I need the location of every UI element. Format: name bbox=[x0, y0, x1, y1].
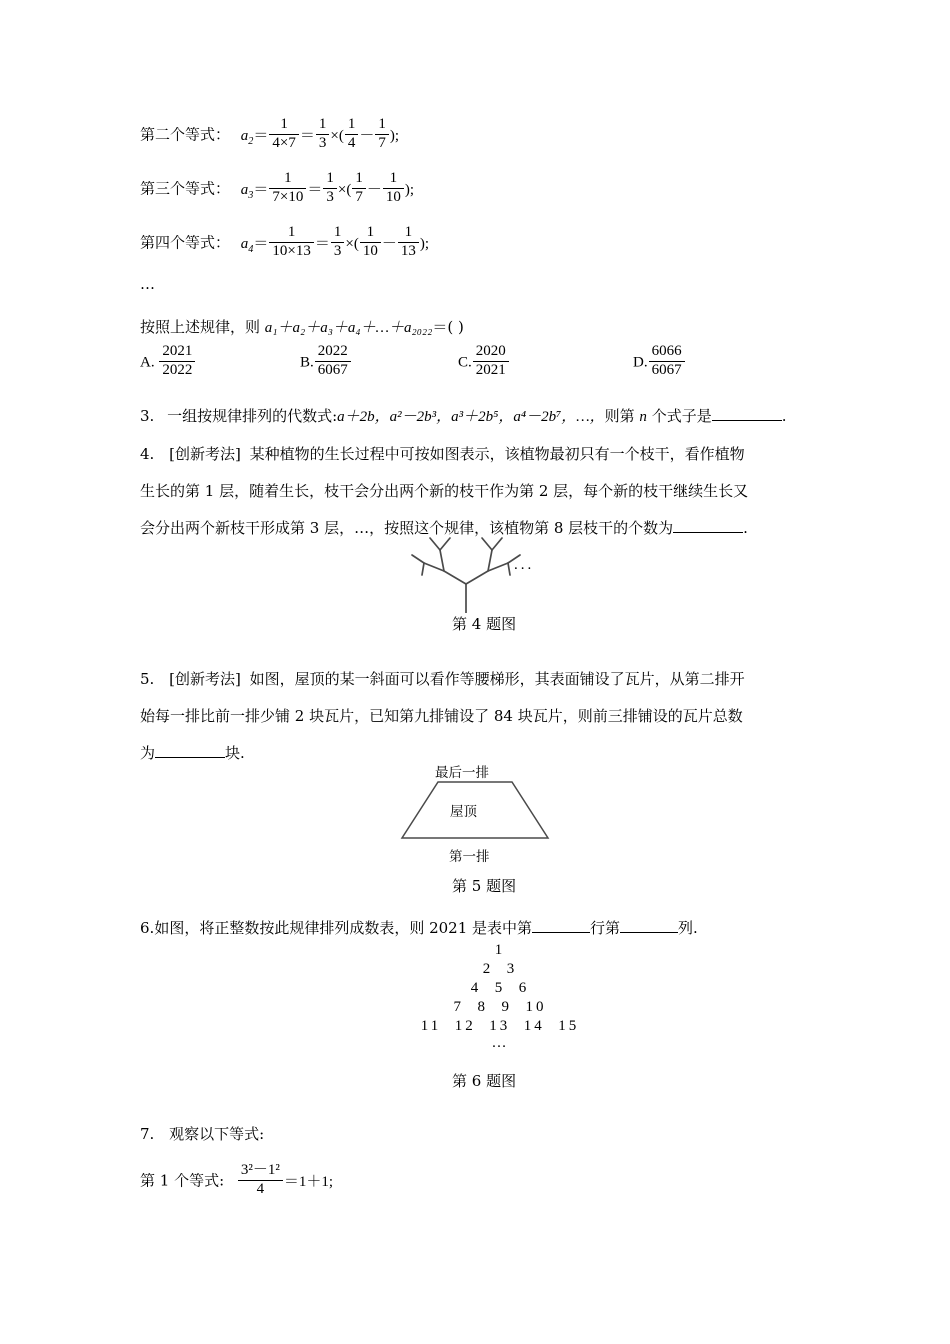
fraction-one-third: $\frac{1}{3}$ bbox=[323, 170, 337, 206]
option-a[interactable] bbox=[140, 345, 196, 381]
question6-row-blank[interactable] bbox=[532, 919, 590, 933]
question4-text-line1: 某种植物的生长过程中可按如图表示，该植物最初只有一个枝干，看作植物 bbox=[249, 445, 745, 463]
fraction-one-third: $\frac{1}{3}$ bbox=[331, 224, 345, 260]
rparen-semicolon: ); bbox=[419, 235, 430, 252]
question5-text-line3-post: 块. bbox=[225, 744, 245, 762]
option-d-fraction: $\frac{6066}{6067}$ bbox=[649, 343, 685, 379]
option-b[interactable] bbox=[300, 345, 352, 381]
question3-text-pre: 一组按规律排列的代数式: bbox=[167, 407, 338, 425]
question3-period: . bbox=[781, 407, 787, 425]
fraction-1-over-10x13: $\frac{1}{10\times 13}$ bbox=[269, 224, 313, 260]
branch-l3-a bbox=[424, 563, 444, 571]
term-a4: $a_4$ bbox=[240, 235, 254, 255]
question2-sum-terms: a₁＋a₂＋a₃＋a₄＋…＋a₂₀₂₂ bbox=[264, 320, 433, 336]
equation-label-2: 第二个等式： bbox=[140, 125, 231, 144]
question2-text-post: ＝( ) bbox=[432, 318, 464, 336]
question4-period: . bbox=[743, 519, 748, 537]
eq-sign: ＝ bbox=[253, 181, 269, 198]
branch-l3-d bbox=[488, 550, 492, 571]
equation-line-2 bbox=[140, 118, 399, 154]
question7-eq1-label: 第 1 个等式: bbox=[140, 1171, 225, 1190]
option-b-key: B. bbox=[300, 354, 314, 371]
question7-text: 观察以下等式: bbox=[169, 1125, 265, 1143]
minus-sign: － bbox=[381, 235, 397, 252]
times-sign: × bbox=[337, 181, 347, 198]
question4-number: 4. bbox=[140, 445, 155, 463]
fraction-1-over-10: $\frac{1}{10}$ bbox=[360, 224, 381, 260]
eq-sign: ＝ bbox=[253, 235, 269, 252]
equation-line-3 bbox=[140, 172, 414, 208]
question3-answer-blank[interactable] bbox=[712, 407, 782, 421]
question7-header bbox=[140, 1117, 264, 1151]
option-a-key: A. bbox=[140, 354, 155, 371]
branch-l2-left bbox=[444, 571, 466, 584]
question6-caption: 第 6 题图 bbox=[452, 1072, 517, 1090]
fraction-1-over-13: $\frac{1}{13}$ bbox=[398, 224, 419, 260]
question6-text-mid: 行第 bbox=[590, 919, 621, 937]
equation-line-4 bbox=[140, 226, 429, 262]
times-sign: × bbox=[345, 235, 354, 252]
option-a-fraction: $\frac{2021}{2022}$ bbox=[159, 343, 195, 379]
option-b-fraction: $\frac{2022}{6067}$ bbox=[315, 343, 351, 379]
question4-text-line3: 会分出两个新枝干形成第 3 层，…，按照这个规律，该植物第 8 层枝干的个数为 bbox=[140, 519, 674, 537]
option-c[interactable] bbox=[458, 345, 510, 381]
question5-line3 bbox=[140, 736, 245, 770]
fraction-one-third: $\frac{1}{3}$ bbox=[316, 116, 330, 152]
eq-sign: ＝ bbox=[253, 127, 269, 144]
option-d[interactable] bbox=[633, 345, 686, 381]
minus-sign: － bbox=[366, 181, 382, 198]
number-triangle-row-1: 1 bbox=[494, 942, 506, 958]
twig-b1 bbox=[430, 538, 440, 550]
term-a2: $a_2$ bbox=[240, 127, 254, 147]
option-c-key: C. bbox=[458, 354, 472, 371]
eq-sign-2: ＝ bbox=[299, 127, 315, 144]
question4-line1 bbox=[140, 437, 745, 471]
branch-l2-right bbox=[466, 571, 488, 584]
question6-col-blank[interactable] bbox=[620, 919, 678, 933]
eq-sign-2: ＝ bbox=[307, 181, 323, 198]
lparen: ( bbox=[338, 127, 344, 144]
question3-expressions: a＋2b，a²－2b³，a³＋2b⁵，a⁴－2b⁷，…， bbox=[337, 409, 605, 425]
rparen-semicolon: ); bbox=[404, 181, 415, 198]
question2-text-pre: 按照上述规律，则 bbox=[140, 318, 265, 336]
question5-answer-blank[interactable] bbox=[155, 744, 225, 758]
question5-text-line1: 如图，屋顶的某一斜面可以看作等腰梯形，其表面铺设了瓦片，从第二排开 bbox=[249, 670, 745, 688]
question5-tag: [创新考法] bbox=[169, 670, 241, 688]
question5-number: 5. bbox=[140, 670, 155, 688]
question6 bbox=[140, 911, 698, 945]
fraction-1-over-7x10: $\frac{1}{7\times 10}$ bbox=[269, 170, 306, 206]
question7-eq1-rhs: ＝1＋1; bbox=[283, 1173, 334, 1190]
question4-tag: [创新考法] bbox=[169, 445, 241, 463]
twig-a1 bbox=[412, 555, 424, 563]
twig-c2 bbox=[508, 563, 510, 575]
fraction-1-over-4: $\frac{1}{4}$ bbox=[345, 116, 359, 152]
question6-text-post: 列. bbox=[678, 919, 698, 937]
question7-eq1-fraction: $\frac{\text{3²－1²}}{4}$ bbox=[238, 1162, 283, 1198]
fraction-1-over-4x7: $\frac{1}{4\times 7}$ bbox=[269, 116, 298, 152]
question5-text-line3-pre: 为 bbox=[140, 744, 156, 762]
fraction-1-over-7: $\frac{1}{7}$ bbox=[352, 170, 366, 206]
lparen: ( bbox=[346, 181, 352, 198]
twig-b2 bbox=[440, 538, 450, 550]
question6-text-pre: 如图，将正整数按此规律排列成数表，则 2021 是表中第 bbox=[154, 919, 533, 937]
question7-number: 7. bbox=[140, 1125, 155, 1143]
roof-bottom-label: 第一排 bbox=[449, 849, 490, 865]
number-triangle-row-2: 2 3 bbox=[482, 961, 518, 977]
question5-caption: 第 5 题图 bbox=[452, 877, 517, 895]
number-triangle-figure bbox=[390, 942, 610, 1051]
equation-label-4: 第四个等式： bbox=[140, 233, 231, 252]
roof-top-label: 最后一排 bbox=[435, 765, 489, 781]
fraction-1-over-10: $\frac{1}{10}$ bbox=[383, 170, 404, 206]
question4-caption: 第 4 题图 bbox=[452, 615, 517, 633]
question3 bbox=[140, 399, 786, 434]
question7-equation-1 bbox=[140, 1164, 333, 1200]
question3-text-post: 则第 n 个式子是 bbox=[604, 407, 712, 425]
number-triangle-ellipsis: … bbox=[491, 1035, 509, 1051]
lparen: ( bbox=[353, 235, 359, 252]
question4-figure-ellipsis: ... bbox=[514, 557, 535, 573]
question4-line2: 生长的第 1 层，随着生长，枝干会分出两个新的枝干作为第 2 层，每个新的枝干继续生长又 bbox=[140, 482, 749, 500]
number-triangle-row-5: 11 12 13 14 15 bbox=[420, 1018, 580, 1034]
question3-number: 3. bbox=[140, 407, 155, 425]
question6-number: 6. bbox=[140, 919, 155, 937]
question2-sum-line bbox=[140, 310, 464, 345]
option-d-key: D. bbox=[633, 354, 648, 371]
question4-answer-blank[interactable] bbox=[673, 519, 743, 533]
question5-line2: 始每一排比前一排少铺 2 块瓦片，已知第九排铺设了 84 块瓦片，则前三排铺设的瓦片总数 bbox=[140, 707, 743, 725]
roof-inner-label: 屋顶 bbox=[450, 804, 477, 820]
number-triangle-row-3: 4 5 6 bbox=[470, 980, 530, 996]
option-c-fraction: $\frac{2020}{2021}$ bbox=[473, 343, 509, 379]
branch-l3-c bbox=[488, 563, 508, 571]
times-sign: × bbox=[330, 127, 339, 144]
series-ellipsis: … bbox=[140, 275, 156, 293]
fraction-1-over-7: $\frac{1}{7}$ bbox=[375, 116, 389, 152]
twig-d2 bbox=[492, 538, 502, 550]
term-a3: $a_3$ bbox=[240, 181, 254, 201]
eq-sign-2: ＝ bbox=[314, 235, 330, 252]
equation-label-3: 第三个等式： bbox=[140, 179, 231, 198]
twig-a2 bbox=[422, 563, 424, 575]
number-triangle-row-4: 7 8 9 10 bbox=[453, 999, 547, 1015]
question5-line1 bbox=[140, 662, 745, 696]
branch-l3-b bbox=[440, 550, 444, 571]
rparen-semicolon: ); bbox=[389, 127, 400, 144]
minus-sign: － bbox=[359, 127, 375, 144]
twig-d1 bbox=[482, 538, 492, 550]
